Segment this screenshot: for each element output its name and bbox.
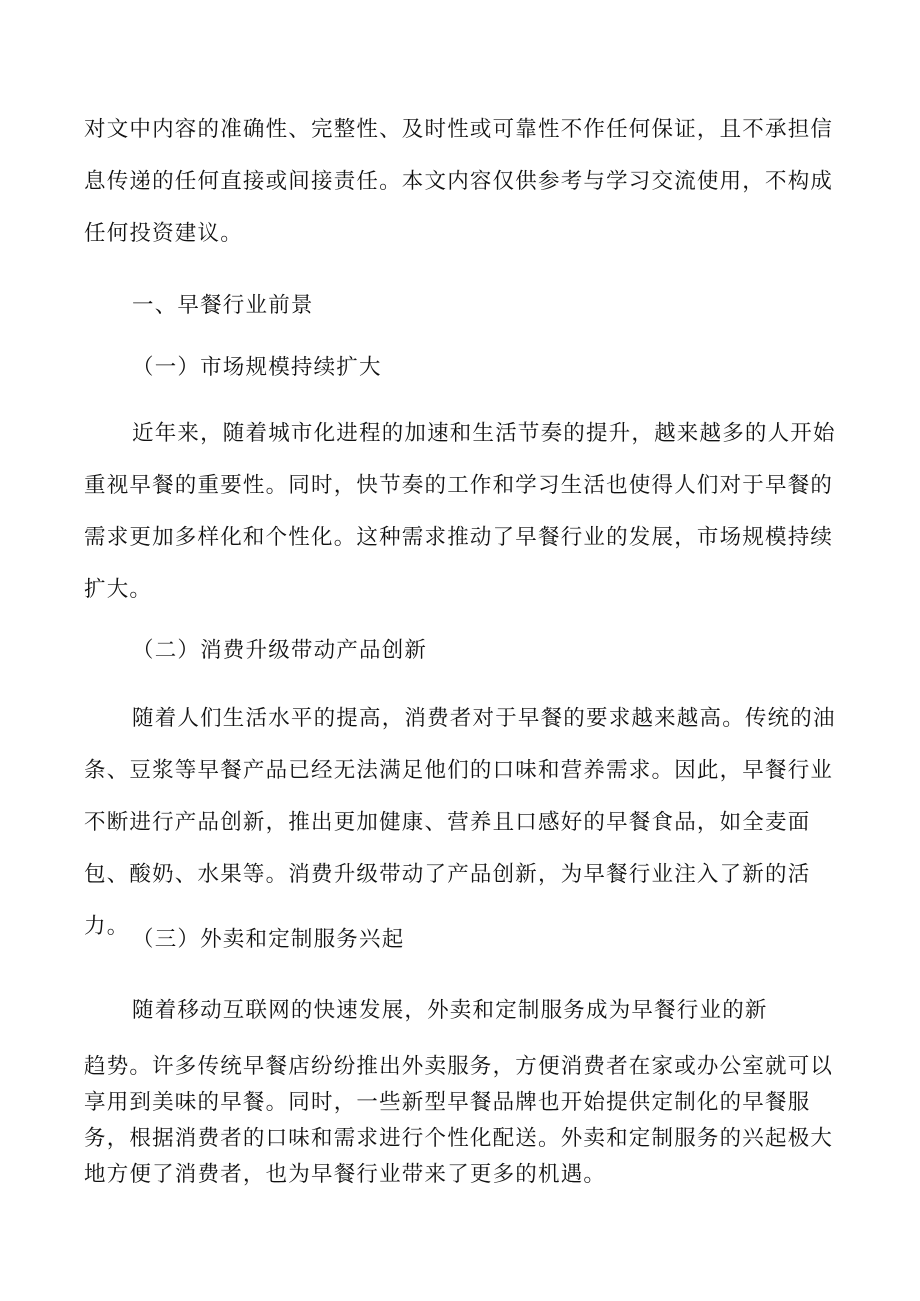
paragraph-product-innovation: 随着人们生活水平的提高，消费者对于早餐的要求越来越高。传统的油条、豆浆等早餐产品已经无法满足他们的口味和营养需求。因此，早餐行业不断进行产品创新，推出更加健康、营养且口感好的早餐食品，如全麦面包、酸奶、水果等。消费升级带动了产品创新，为早餐行业注入了新的活力。 <box>84 706 836 939</box>
subsection-heading-delivery-custom: （三）外卖和定制服务兴起 <box>132 927 405 952</box>
paragraph-delivery-custom-first-line: 随着移动互联网的快速发展，外卖和定制服务成为早餐行业的新 <box>132 998 768 1023</box>
intro-paragraph: 对文中内容的准确性、完整性、及时性或可靠性不作任何保证，且不承担信息传递的任何直接或间接责任。本文内容仅供参考与学习交流使用，不构成任何投资建议。 <box>84 117 834 246</box>
paragraph-market-scale: 近年来，随着城市化进程的加速和生活节奏的提升，越来越多的人开始重视早餐的重要性。同时，快节奏的工作和学习生活也使得人们对于早餐的需求更加多样化和个性化。这种需求推动了早餐行业的发展，市场规模持续扩大。 <box>84 421 836 602</box>
subsection-heading-product-innovation: （二）消费升级带动产品创新 <box>132 638 428 663</box>
section-heading-industry-outlook: 一、早餐行业前景 <box>132 293 314 318</box>
paragraph-delivery-custom-continuation: 趋势。许多传统早餐店纷纷推出外卖服务，方便消费者在家或办公室就可以享用到美味的早餐。同时，一些新型早餐品牌也开始提供定制化的早餐服务，根据消费者的口味和需求进行个性化配送。外卖和定制服务的兴起极大地方便了消费者，也为早餐行业带来了更多的机遇。 <box>84 1054 834 1187</box>
subsection-heading-market-scale: （一）市场规模持续扩大 <box>132 355 382 380</box>
